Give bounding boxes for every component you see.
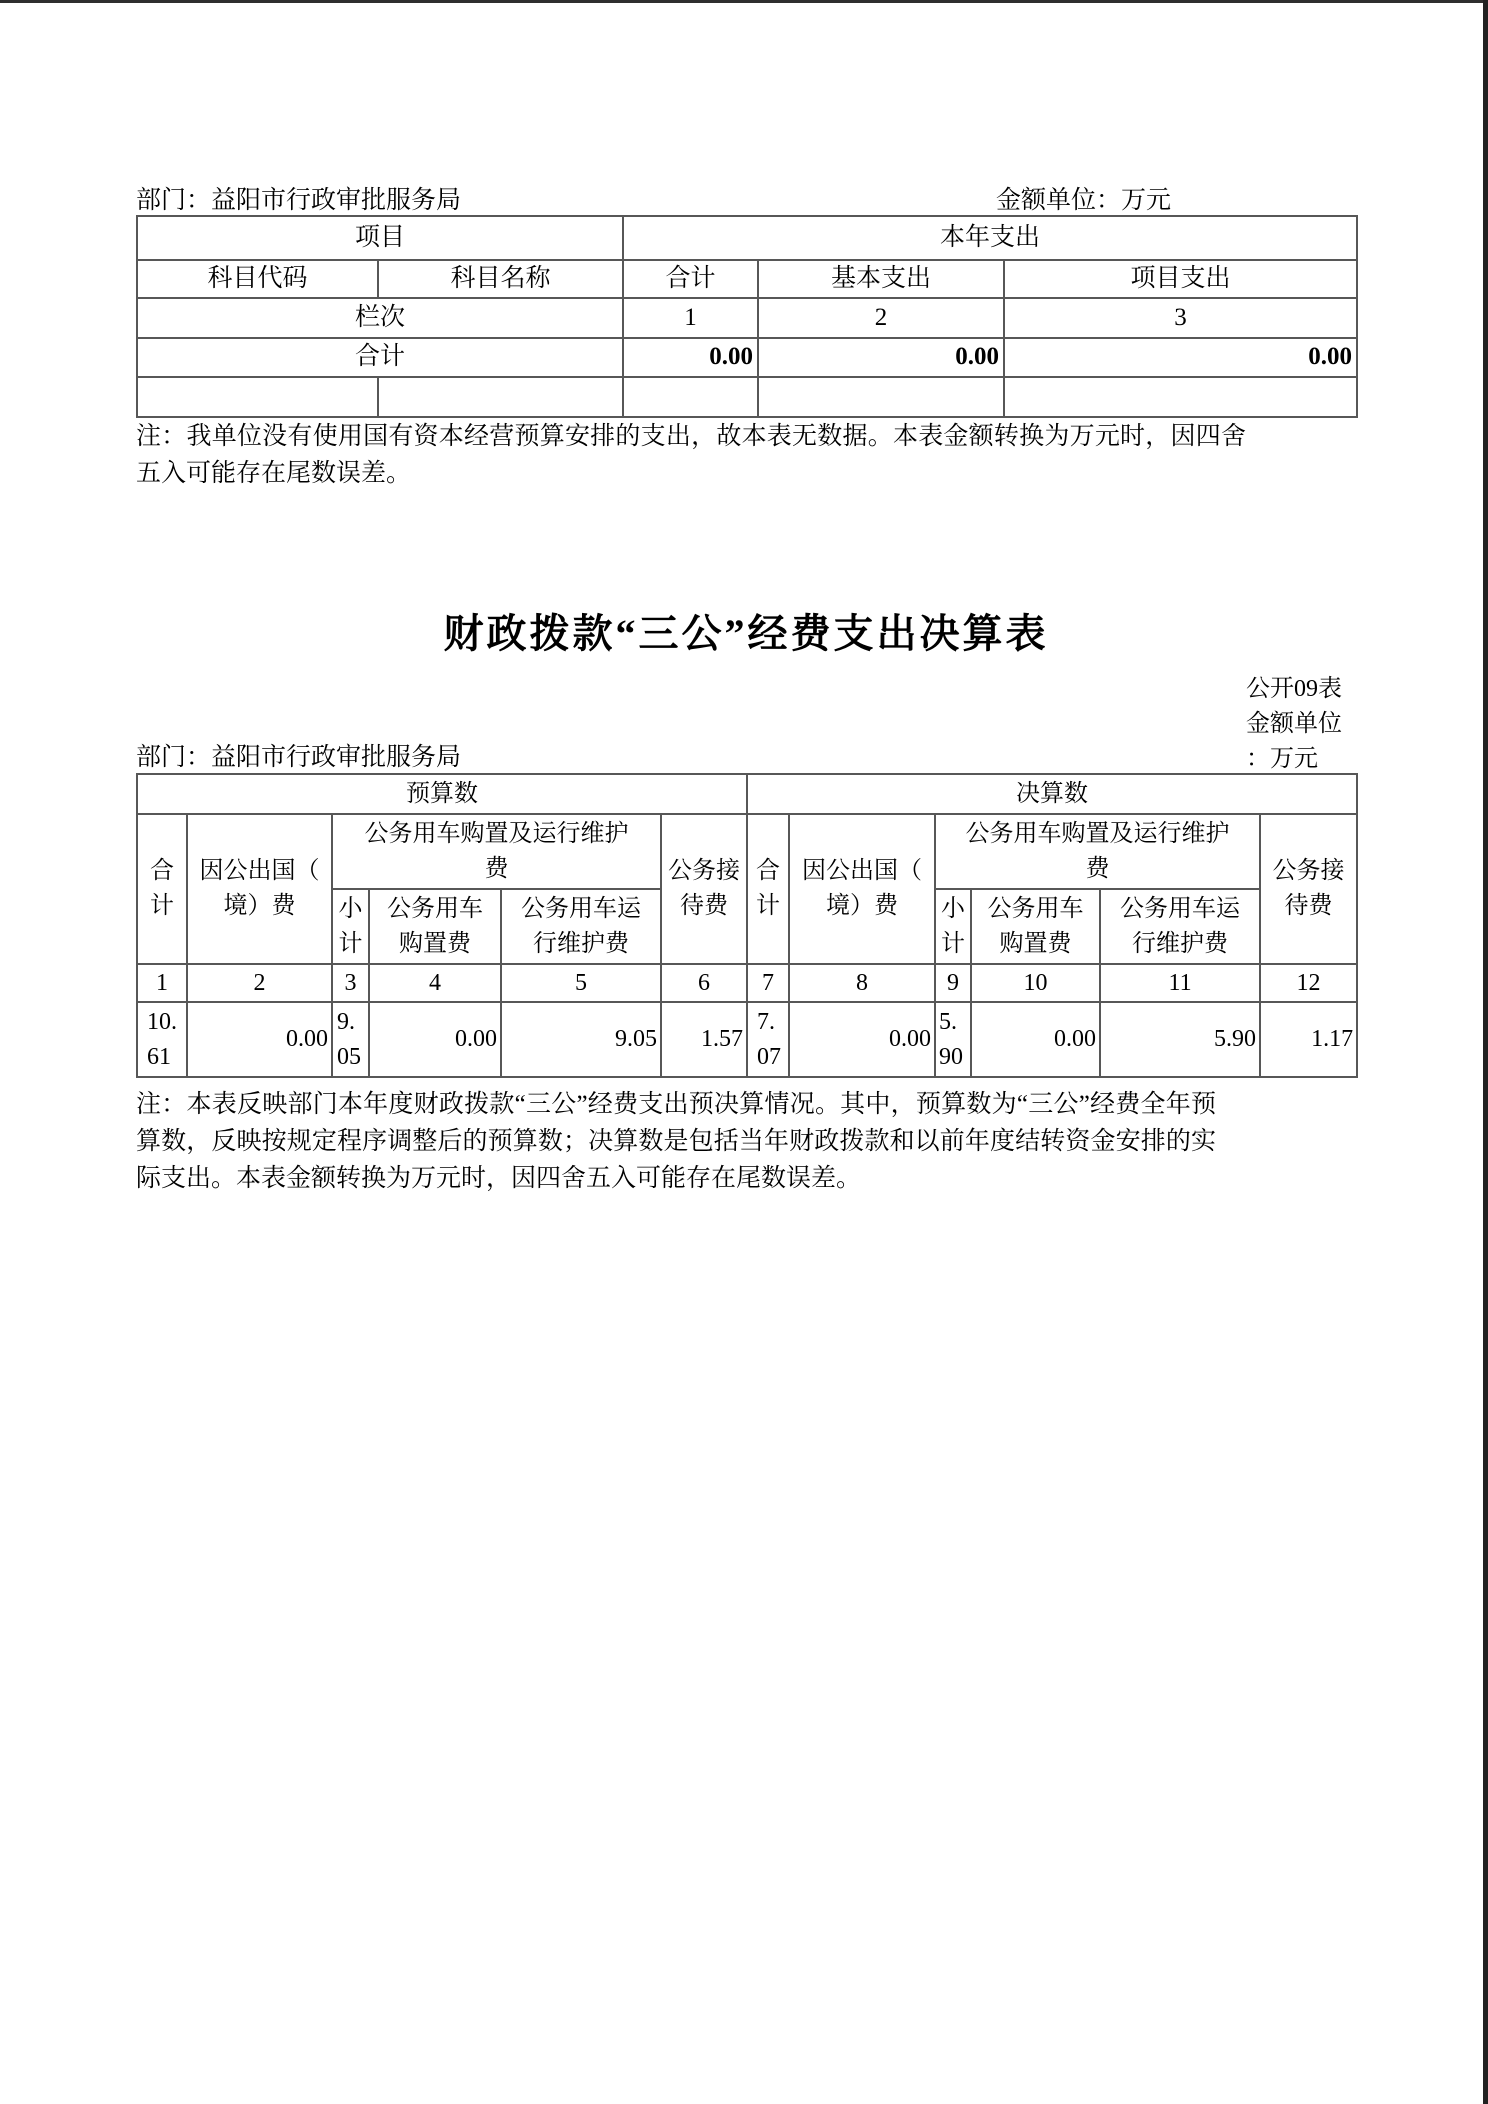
budget-group-header: 预算数	[137, 774, 747, 814]
total-value-cell: 0.00	[1004, 338, 1357, 376]
value-cell: 0.00	[789, 1002, 935, 1077]
column-number-cell: 7	[747, 964, 789, 1002]
column-number-cell: 3	[332, 964, 369, 1002]
section-title: 财政拨款“三公”经费支出决算表	[443, 611, 1049, 656]
empty-cell	[378, 377, 623, 417]
abroad-col-header: 因公出国（境）费	[187, 814, 332, 964]
vehicle-maintenance-header: 公务用车运行维护费	[1100, 889, 1260, 964]
project-expenditure-header: 项目支出	[1004, 260, 1357, 298]
value-cell: 7.07	[747, 1002, 789, 1077]
column-number-cell: 2	[187, 964, 332, 1002]
subtotal-col-header: 小计	[935, 889, 971, 964]
project-group-header: 项目	[137, 216, 623, 260]
total-value-cell: 0.00	[758, 338, 1004, 376]
value-cell: 10.61	[137, 1002, 187, 1077]
abroad-col-header: 因公出国（境）费	[789, 814, 935, 964]
value-cell: 5.90	[1100, 1002, 1260, 1077]
column-number-cell: 1	[137, 964, 187, 1002]
column-number-cell: 8	[789, 964, 935, 1002]
vehicle-purchase-header: 公务用车购置费	[971, 889, 1100, 964]
value-cell: 1.17	[1260, 1002, 1357, 1077]
column-number-cell: 3	[1004, 298, 1357, 338]
total-value-cell: 0.00	[623, 338, 758, 376]
basic-expenditure-header: 基本支出	[758, 260, 1004, 298]
final-group-header: 决算数	[747, 774, 1357, 814]
column-number-cell: 11	[1100, 964, 1260, 1002]
column-number-cell: 9	[935, 964, 971, 1002]
reception-col-header: 公务接待费	[661, 814, 747, 964]
value-cell: 0.00	[369, 1002, 501, 1077]
value-cell: 1.57	[661, 1002, 747, 1077]
empty-cell	[758, 377, 1004, 417]
value-cell: 5.90	[935, 1002, 971, 1077]
empty-cell	[137, 377, 378, 417]
column-number-cell: 10	[971, 964, 1100, 1002]
total-row-label: 合计	[137, 338, 623, 376]
total-col-header: 合计	[747, 814, 789, 964]
reception-col-header: 公务接待费	[1260, 814, 1357, 964]
column-number-cell: 12	[1260, 964, 1357, 1002]
column-number-cell: 4	[369, 964, 501, 1002]
page-content	[136, 0, 1356, 2104]
empty-cell	[623, 377, 758, 417]
subject-name-header: 科目名称	[378, 260, 623, 298]
page-right-edge-shadow	[1483, 0, 1488, 2104]
value-cell: 9.05	[501, 1002, 661, 1077]
empty-cell	[1004, 377, 1357, 417]
state-capital-budget-expenditure-table	[136, 215, 1358, 418]
three-public-expenses-table	[136, 773, 1358, 1078]
value-cell: 0.00	[971, 1002, 1100, 1077]
vehicle-group-header: 公务用车购置及运行维护费	[935, 814, 1260, 889]
lanci-row-label: 栏次	[137, 298, 623, 338]
vehicle-maintenance-header: 公务用车运行维护费	[501, 889, 661, 964]
total-col-header: 合计	[623, 260, 758, 298]
value-cell: 9.05	[332, 1002, 369, 1077]
dept-label: 部门：益阳市行政审批服务局	[136, 187, 462, 214]
current-year-expenditure-header: 本年支出	[623, 216, 1357, 260]
column-number-cell: 2	[758, 298, 1004, 338]
subject-code-header: 科目代码	[137, 260, 378, 298]
subtotal-col-header: 小计	[332, 889, 369, 964]
table2-note: 注：本表反映部门本年度财政拨款“三公”经费支出预决算情况。其中，预算数为“三公”经费全年预算数，反映按规定程序调整后的预算数；决算数是包括当年财政拨款和以前年度结转资金安排的实际支出。本表金额转换为万元时，因四舍五入可能存在尾数误差。	[136, 1091, 1216, 1192]
table1-note: 注：我单位没有使用国有资本经营预算安排的支出，故本表无数据。本表金额转换为万元时，因四舍五入可能存在尾数误差。	[136, 423, 1246, 487]
vehicle-group-header: 公务用车购置及运行维护费	[332, 814, 661, 889]
unit-label: 金额单位：万元	[995, 187, 1171, 214]
dept-label-2: 部门：益阳市行政审批服务局	[136, 744, 462, 771]
column-number-cell: 1	[623, 298, 758, 338]
total-col-header: 合计	[137, 814, 187, 964]
unit-label-2: 金额单位：万元	[1246, 711, 1342, 772]
vehicle-purchase-header: 公务用车购置费	[369, 889, 501, 964]
table-code-label: 公开09表	[1246, 676, 1342, 702]
value-cell: 0.00	[187, 1002, 332, 1077]
column-number-cell: 6	[661, 964, 747, 1002]
column-number-cell: 5	[501, 964, 661, 1002]
